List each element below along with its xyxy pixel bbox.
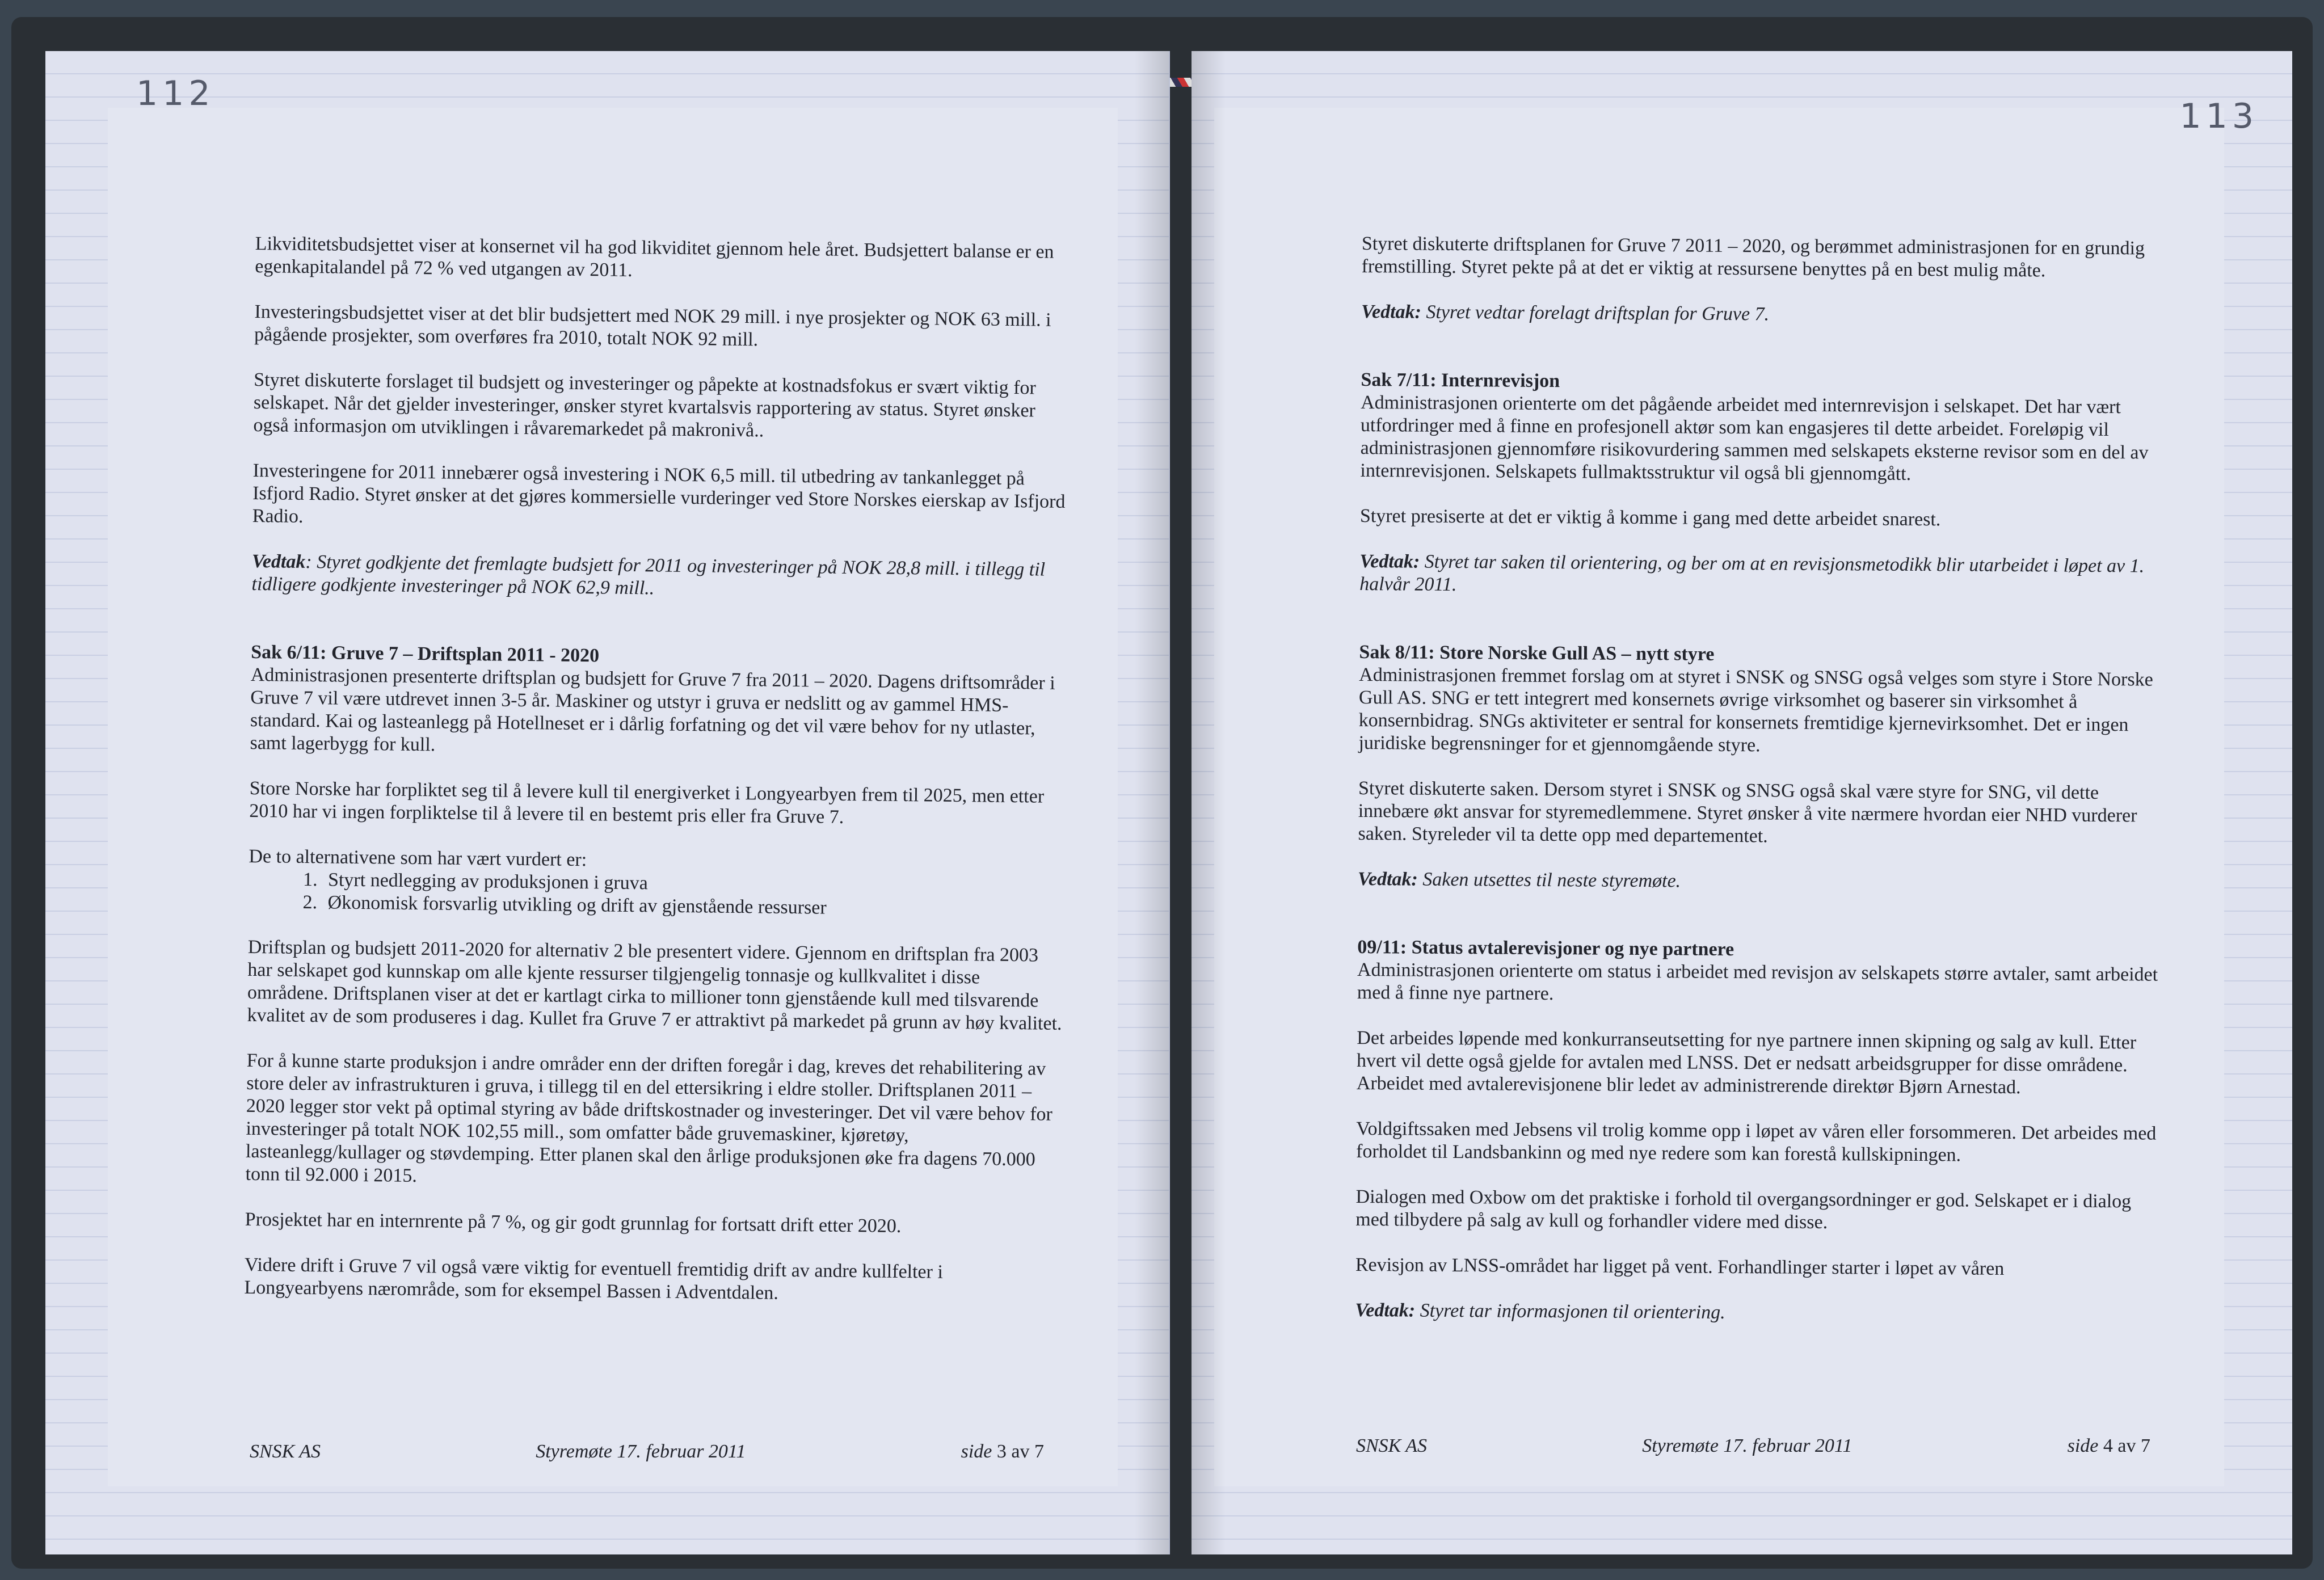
paragraph: Voldgiftssaken med Jebsens vil trolig komme opp i løpet av våren eller forsommeren. Det arbeides med forholdet til Landsbankinn og med nye redere som kan forestå kullskipningen. bbox=[1355, 1118, 2157, 1166]
left-page bbox=[45, 51, 1170, 1554]
section-heading: Sak 7/11: Internrevisjon bbox=[1361, 369, 1560, 392]
paragraph: Likviditetsbudsjettet viser at konsernet vil ha god likviditet gjennom hele året. Budsjettert balanse er en egenkapitalandel på 72 % ved utgangen av 2011. bbox=[255, 233, 1054, 281]
right-page-content bbox=[1355, 233, 2173, 1350]
vedtak-label: Vedtak: bbox=[1355, 1299, 1416, 1321]
paragraph: Store Norske har forpliktet seg til å levere kull til energiverket i Longyearbyen frem til 2025, men etter 2010 har vi ingen forpliktelse til å levere til en bestemt pris eller fra Gruve 7. bbox=[249, 777, 1045, 828]
paragraph: Styret diskuterte forslaget til budsjett og investeringer og påpekte at kostnadsfokus er svært viktig for selskapet. Når det gjelder investeringer, ønsker styret kvartalsvis rapportering av status. Styret ønsker også informasjon om utviklingen i råvaremarkedet på makronivå.. bbox=[253, 369, 1037, 441]
list-item: 2. Økonomisk forsvarlig utvikling og drift av gjenstående ressurser bbox=[322, 891, 1065, 922]
section-sak-7 bbox=[1359, 369, 2172, 601]
vedtak-text: Styret tar informasjonen til orientering. bbox=[1415, 1300, 1725, 1323]
paragraph: Dialogen med Oxbow om det praktiske i forhold til overgangsordninger er god. Selskapet er i dialog med tilbydere på salg av kull og forhandler videre med disse. bbox=[1355, 1186, 2132, 1233]
vedtak-text: Styret tar saken til orientering, og ber om at en revisjonsmetodikk blir utarbeidet i løpet av 1. halvår 2011. bbox=[1359, 551, 2145, 596]
list-item: 1. Styrt nedlegging av produksjonen i gruva bbox=[322, 869, 1066, 899]
paragraph: Administrasjonen orienterte om det pågående arbeidet med internrevisjon i selskapet. Det har vært utfordringer med å finne en profesjonell aktør som kan engasjeres til dette arbeidet. Foreløpig vil administrasjonen gjennomføre risikovurdering sammen med selskapets eksterne revisor som en del av internrevisjonen. Selskapets fullmaktsstruktur vil også bli gjennomgått. bbox=[1360, 391, 2149, 484]
paragraph: Styret diskuterte saken. Dersom styret i SNSK og SNSG også skal være styre for SNG, vil dette innebære økt ansvar for styremedlemmene. Styret ønsker å vite nærmere hvordan eier NHD vurderer saken. Styreleder vil ta dette opp med departementet. bbox=[1358, 777, 2137, 847]
section-heading: Sak 8/11: Store Norske Gull AS – nytt styre bbox=[1359, 641, 1715, 665]
paragraph: Revisjon av LNSS-området har ligget på vent. Forhandlinger starter i løpet av våren bbox=[1355, 1254, 2005, 1279]
right-footer bbox=[1356, 1435, 2150, 1457]
footer-meeting: Styremøte 17. februar 2011 bbox=[536, 1441, 746, 1462]
paragraph: Administrasjonen fremmet forslag om at styret i SNSK og SNSG også velges som styre i Store Norske Gull AS. SNG er tett integrert med konsernets øvrige virksomhet og baserer sin virksomhet å konsernbidrag. SNGs aktiviteter er sentral for konsernets fremtidige kjernevirksomhet. Det er ingen juridiske begrensninger for et gjennomgående styre. bbox=[1358, 664, 2153, 756]
vedtak-text: Saken utsettes til neste styremøte. bbox=[1417, 869, 1681, 892]
footer-page-word: side bbox=[961, 1441, 992, 1462]
footer-company: SNSK AS bbox=[250, 1441, 321, 1462]
paragraph: Prosjektet har en internrente på 7 %, og gir godt grunnlag for fortsatt drift etter 2020. bbox=[245, 1208, 902, 1237]
vedtak-text: : Styret godkjente det fremlagte budsjett for 2011 og investeringer på NOK 28,8 mill. i tillegg til tidligere godkjente investeringer på NOK 62,9 mill.. bbox=[251, 551, 1046, 599]
paragraph: Styret diskuterte driftsplanen for Gruve 7 2011 – 2020, og berømmet administrasjonen for en grundig fremstilling. Styret pekte på at det er viktig at ressursene benyttes på en best mulig måte. bbox=[1361, 233, 2145, 281]
footer-page-of: 3 av 7 bbox=[996, 1441, 1044, 1462]
right-page-number: 113 bbox=[2179, 96, 2258, 136]
open-book bbox=[11, 17, 2313, 1569]
section-sak-6 bbox=[244, 641, 1068, 1308]
vedtak-label: Vedtak bbox=[251, 550, 306, 572]
left-footer bbox=[250, 1441, 1044, 1463]
paragraph: Administrasjonen orienterte om status i arbeidet med revisjon av selskapets større avtaler, samt arbeidet med å finne nye partnere. bbox=[1357, 959, 2158, 1005]
paragraph: Videre drift i Gruve 7 vil også være viktig for eventuell fremtidig drift av andre kullfelter i Longyearbyens nærområde, som for eksempel Bassen i Adventdalen. bbox=[244, 1254, 944, 1304]
paragraph: Administrasjonen presenterte driftsplan og budsjett for Gruve 7 fra 2011 – 2020. Dagens driftsområder i Gruve 7 vil være utdrevet innen 3-5 år. Maskiner og utstyr i gruva er nedslitt og av gammel HMS-standard. Kai og lasteanlegg på Hotellneset er i dårlig forfatning og det vil være behov for ny utlaster, samt lagerbygg for kull. bbox=[250, 664, 1055, 756]
paragraph: Det arbeides løpende med konkurranseutsetting for nye partnere innen skipning og salg av kull. Etter hvert vil dette også gjelde for avtalen med LNSS. Det er nedsatt arbeidsgrupper for disse områdene. Arbeidet med avtalerevisjonene blir ledet av administrerende direktør Bjørn Arnestad. bbox=[1356, 1027, 2137, 1098]
vedtak-gull bbox=[1358, 868, 2169, 896]
section-sak-9 bbox=[1355, 936, 2169, 1327]
footer-meeting: Styremøte 17. februar 2011 bbox=[1642, 1435, 1853, 1456]
left-page-content bbox=[244, 233, 1072, 1330]
left-page-number: 112 bbox=[136, 74, 215, 113]
footer-company: SNSK AS bbox=[1356, 1435, 1428, 1456]
paragraph: Styret presiserte at det er viktig å komme i gang med dette arbeidet snarest. bbox=[1359, 505, 1941, 530]
vedtak-label: Vedtak: bbox=[1361, 301, 1422, 323]
footer-page-word: side bbox=[2067, 1435, 2099, 1456]
alternatives-list bbox=[248, 868, 1066, 922]
section-sak-8 bbox=[1358, 641, 2171, 896]
section-heading: Sak 6/11: Gruve 7 – Driftsplan 2011 - 2020 bbox=[251, 641, 600, 667]
vedtak-label: Vedtak: bbox=[1357, 868, 1418, 890]
paragraph: Driftsplan og budsjett 2011-2020 for alternativ 2 ble presentert videre. Gjennom en driftsplan fra 2003 har selskapet god kunnskap om alle kjente ressurser tilgjengelig tonnasje og kullkvalitet i disse områdene. Driftsplanen viser at det er kartlagt cirka to millioner tonn gjenstående kull med tilsvarende kvalitet av de som produseres i dag. Kullet fra Gruve 7 er attraktivt på markedet på grunn av høy kvalitet. bbox=[247, 936, 1062, 1034]
vedtak-avtaler bbox=[1355, 1299, 2166, 1327]
vedtak-budget bbox=[251, 550, 1069, 604]
vedtak-gruve7 bbox=[1361, 301, 2173, 328]
footer-page bbox=[961, 1441, 1044, 1463]
paragraph: For å kunne starte produksjon i andre områder enn der driften foregår i dag, kreves det rehabilitering av store deler av infrastrukturen i gruva, i tillegg til en del ettersikring i eldre stoller. Driftsplanen 2011 – 2020 legger stor vekt på optimal styring av både driftskostnader og investeringer. Det vil være behov for investeringer på totalt NOK 102,55 mill., som omfatter både gruvemaskiner, kjøretøy, lasteanlegg/kullager og støvdemping. Etter planen skal den årlige produksjonen øke fra dagens 70.000 tonn til 92.000 i 2015. bbox=[245, 1050, 1053, 1187]
paragraph: Investeringsbudsjettet viser at det blir budsjettert med NOK 29 mill. i nye prosjekter og NOK 63 mill. i pågående prosjekter, som overføres fra 2010, totalt NOK 92 mill. bbox=[254, 301, 1051, 351]
vedtak-internrevisjon bbox=[1359, 550, 2171, 601]
list-intro: De to alternativene som har vært vurdert er: bbox=[249, 845, 587, 871]
section-heading: 09/11: Status avtalerevisjoner og nye partnere bbox=[1357, 936, 1734, 960]
vedtak-text: Styret vedtar forelagt driftsplan for Gruve 7. bbox=[1421, 301, 1770, 325]
vedtak-label: Vedtak: bbox=[1359, 550, 1420, 572]
footer-page bbox=[2068, 1435, 2150, 1457]
footer-page-of: 4 av 7 bbox=[2103, 1435, 2150, 1456]
right-page bbox=[1192, 51, 2292, 1554]
paragraph: Investeringene for 2011 innebærer også investering i NOK 6,5 mill. til utbedring av tankanlegget på Isfjord Radio. Styret ønsker at det gjøres kommersielle vurderinger ved Store Norskes eierskap av Isfjord Radio. bbox=[252, 460, 1066, 527]
